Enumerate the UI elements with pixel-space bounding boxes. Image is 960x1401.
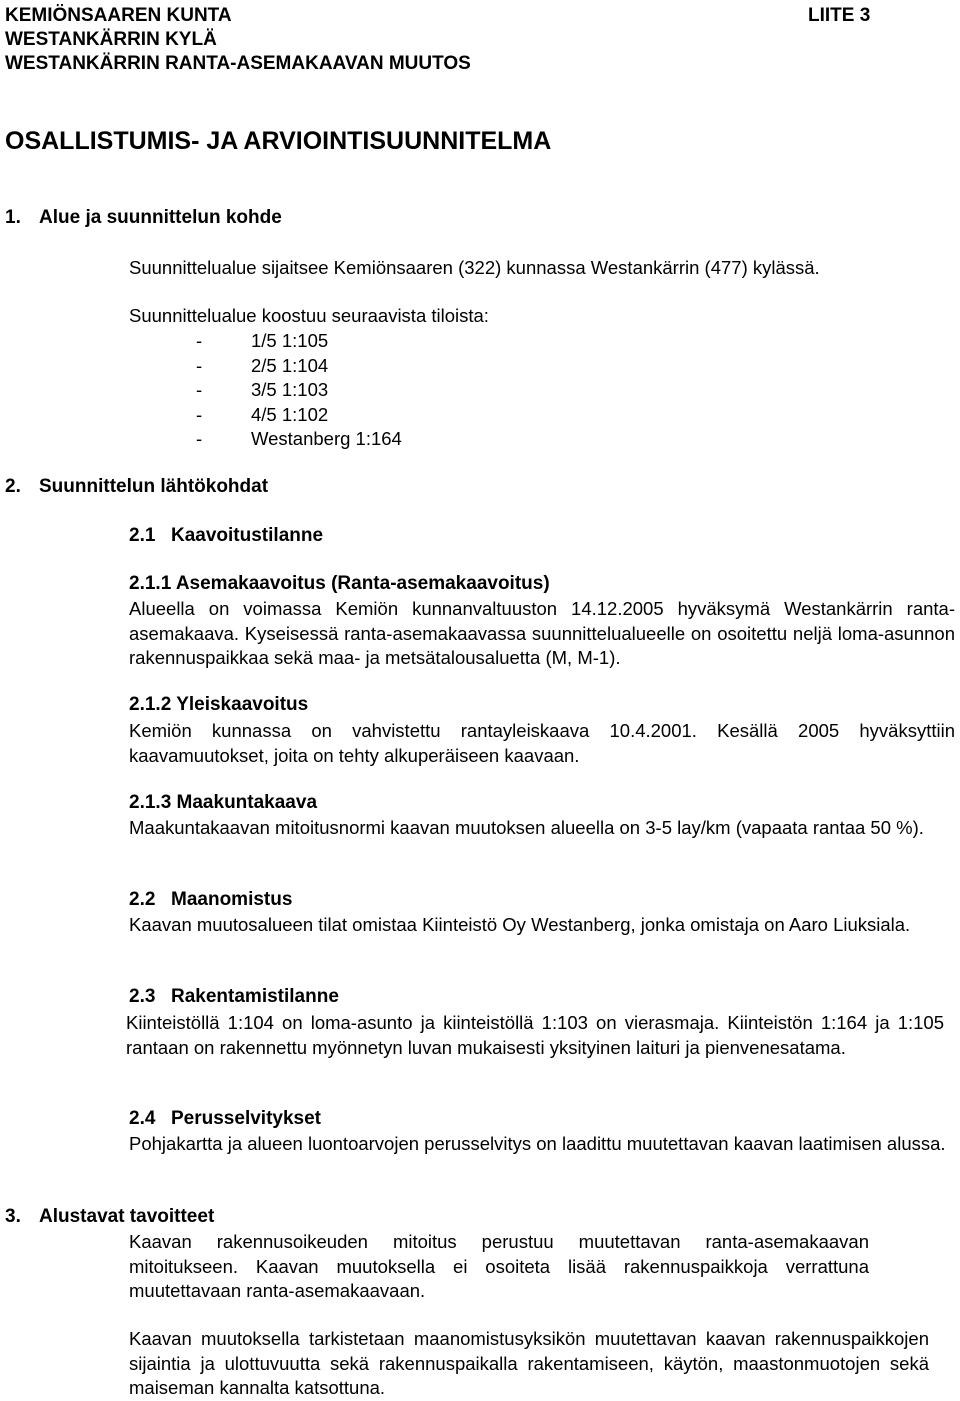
appendix-label: LIITE 3 [808, 5, 871, 26]
subsection-2-2-number: 2.2 [129, 889, 156, 910]
header-project: WESTANKÄRRIN RANTA-ASEMAKAAVAN MUUTOS [5, 53, 471, 74]
subsection-2-1-3-heading: 2.1.3 Maakuntakaava [129, 792, 318, 813]
subsection-2-4-heading [129, 1108, 321, 1130]
parcel-list-intro: Suunnittelualue koostuu seuraavista tiloista: [129, 305, 489, 326]
subsection-2-4-title: Perusselvitykset [171, 1108, 321, 1129]
list-dash: - [196, 404, 203, 425]
subsection-2-1-1-text: Alueella on voimassa Kemiön kunnanvaltuuston 14.12.2005 hyväksymä Westankärrin ranta-asemakaava. Kyseisessä ranta-asemakaavassa suunnittelualueelle on osoitettu neljä loma-asunnon rakennuspaikkaa sekä maa- ja metsätalousaluetta (M, M-1). [129, 598, 955, 668]
section-2-number: 2. [5, 476, 21, 497]
parcel-value: 3/5 1:103 [251, 379, 329, 400]
subsection-2-2-heading [129, 889, 292, 911]
subsection-2-1-number: 2.1 [129, 525, 156, 546]
subsection-2-3-heading [129, 986, 339, 1008]
subsection-2-3-title: Rakentamistilanne [171, 986, 339, 1007]
parcel-value: 1/5 1:105 [251, 330, 329, 351]
parcel-value: Westanberg 1:164 [251, 428, 402, 449]
subsection-2-4-number: 2.4 [129, 1108, 156, 1129]
subsection-2-4-text: Pohjakartta ja alueen luontoarvojen perusselvitys on laadittu muutettavan kaavan laatimisen alussa. [129, 1133, 946, 1154]
subsection-2-1-1-heading: 2.1.1 Asemakaavoitus (Ranta-asemakaavoitus) [129, 573, 550, 594]
subsection-2-3-text: Kiinteistöllä 1:104 on loma-asunto ja kiinteistöllä 1:103 on vierasmaja. Kiinteistön 1:164 ja 1:105 rantaan on rakennettu myönnetyn luvan mukaisesti yksityinen laituri ja pienvenesatama. [126, 1012, 944, 1058]
subsection-2-1-title: Kaavoitustilanne [171, 525, 324, 546]
section-2-heading [5, 476, 268, 498]
section-1-title: Alue ja suunnittelun kohde [39, 207, 282, 228]
parcel-value: 2/5 1:104 [251, 355, 329, 376]
header-village: WESTANKÄRRIN KYLÄ [5, 29, 217, 50]
subsection-2-3-number: 2.3 [129, 986, 156, 1007]
header-municipality: KEMIÖNSAAREN KUNTA [5, 5, 232, 26]
document-title: OSALLISTUMIS- JA ARVIOINTISUUNNITELMA [5, 127, 552, 155]
section-1-intro: Suunnittelualue sijaitsee Kemiönsaaren (322) kunnassa Westankärrin (477) kylässä. [129, 257, 820, 278]
subsection-2-1-2-text: Kemiön kunnassa on vahvistettu rantayleiskaava 10.4.2001. Kesällä 2005 hyväksyttiin kaavamuutokset, joita on tehty alkuperäiseen kaavaan. [129, 720, 955, 766]
section-3-heading [5, 1206, 214, 1228]
list-dash: - [196, 379, 203, 400]
section-3-title: Alustavat tavoitteet [39, 1206, 215, 1227]
section-3-number: 3. [5, 1206, 21, 1227]
subsection-2-1-3-text: Maakuntakaavan mitoitusnormi kaavan muutoksen alueella on 3-5 lay/km (vapaata rantaa 50 %). [129, 817, 924, 838]
subsection-2-1-2-heading: 2.1.2 Yleiskaavoitus [129, 694, 309, 715]
section-3-paragraph-1: Kaavan rakennusoikeuden mitoitus perustuu muutettavan ranta-asemakaavan mitoitukseen. Kaavan muutoksella ei osoiteta lisää rakennuspaikkoja verrattuna muutettavaan ranta-asemakaavaan. [129, 1231, 869, 1301]
section-1-number: 1. [5, 207, 21, 228]
list-dash: - [196, 330, 203, 351]
subsection-2-1-heading [129, 525, 323, 547]
list-dash: - [196, 428, 203, 449]
subsection-2-2-title: Maanomistus [171, 889, 293, 910]
list-dash: - [196, 355, 203, 376]
section-3-paragraph-2: Kaavan muutoksella tarkistetaan maanomistusyksikön muutettavan kaavan rakennuspaikkojen sijaintia ja ulottuvuutta sekä rakennuspaikalla rakentamiseen, käytön, maastonmuotojen sekä maiseman kannalta katsottuna. [129, 1328, 929, 1398]
section-2-title: Suunnittelun lähtökohdat [39, 476, 269, 497]
section-1-heading [5, 207, 282, 229]
subsection-2-2-text: Kaavan muutosalueen tilat omistaa Kiinteistö Oy Westanberg, jonka omistaja on Aaro Liuksiala. [129, 914, 911, 935]
parcel-value: 4/5 1:102 [251, 404, 329, 425]
